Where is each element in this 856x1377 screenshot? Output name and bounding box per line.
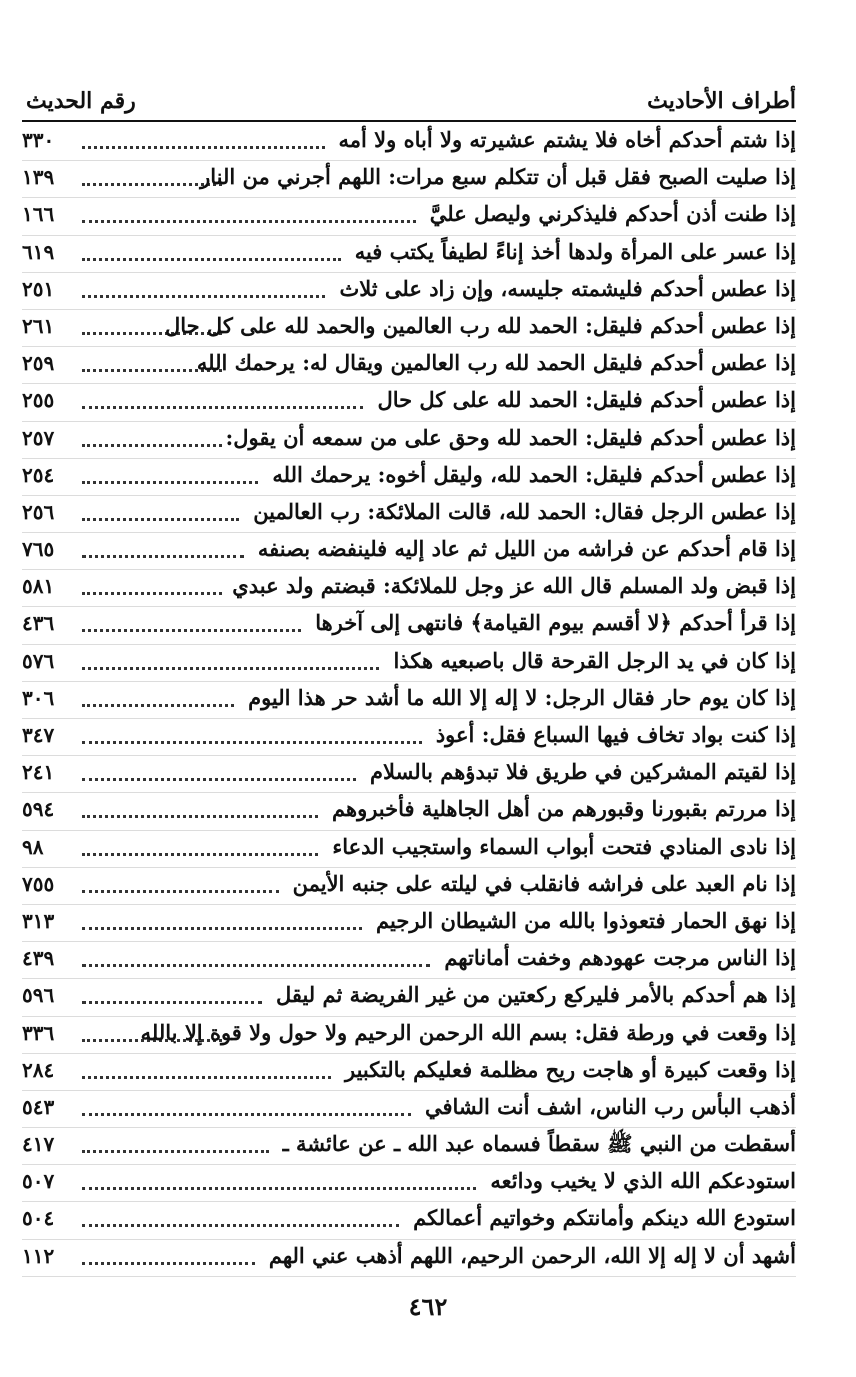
hadith-text: إذا عطس أحدكم فليشمته جليسه، وإن زاد على ثلاث bbox=[339, 275, 796, 301]
list-item bbox=[22, 198, 796, 235]
hadith-text: إذا عسر على المرأة ولدها أخذ إناءً لطيفاً يكتب فيه bbox=[354, 238, 796, 264]
list-item bbox=[22, 310, 796, 347]
hadith-number: ١١٢ bbox=[22, 1243, 55, 1268]
list-item bbox=[22, 347, 796, 384]
hadith-text: إذا نهق الحمار فتعوذوا بالله من الشيطان الرجيم bbox=[376, 907, 796, 933]
hadith-text: إذا صليت الصبح فقل قبل أن تتكلم سبع مرات: اللهم أجرني من النار bbox=[200, 164, 796, 190]
dot-leader bbox=[82, 1066, 331, 1079]
hadith-number: ٣٣٠ bbox=[22, 128, 55, 152]
page-header bbox=[22, 80, 796, 122]
dot-leader bbox=[82, 694, 234, 707]
hadith-number: ٤٣٦ bbox=[22, 611, 55, 636]
hadith-number: ٢٦١ bbox=[22, 313, 55, 338]
hadith-text: استودعكم الله الذي لا يخيب ودائعه bbox=[490, 1168, 796, 1194]
hadith-text: إذا قبض ولد المسلم قال الله عز وجل للملائكة: قبضتم ولد عبدي bbox=[232, 573, 796, 599]
list-item bbox=[22, 793, 796, 830]
list-item bbox=[22, 273, 796, 310]
dot-leader bbox=[82, 545, 244, 558]
dot-leader bbox=[82, 1103, 411, 1116]
hadith-number: ٣١٣ bbox=[22, 908, 55, 933]
list-item bbox=[22, 979, 796, 1016]
list-item bbox=[22, 1091, 796, 1128]
list-item bbox=[22, 1017, 796, 1054]
dot-leader bbox=[82, 843, 318, 856]
hadith-number: ٢٥٥ bbox=[22, 388, 55, 413]
list-item bbox=[22, 645, 796, 682]
hadith-text: إذا عطس الرجل فقال: الحمد لله، قالت الملائكة: رب العالمين bbox=[253, 498, 796, 524]
hadith-number: ٣٣٦ bbox=[22, 1020, 55, 1045]
hadith-text: إذا عطس أحدكم فليقل: الحمد لله رب العالمين والحمد لله على كل حال bbox=[164, 312, 796, 338]
hadith-number: ٥٨١ bbox=[22, 574, 55, 599]
hadith-number: ٣٠٦ bbox=[22, 685, 55, 710]
hadith-text: إذا عطس أحدكم فليقل: الحمد لله، وليقل أخوه: يرحمك الله bbox=[272, 461, 796, 487]
list-item bbox=[22, 496, 796, 533]
dot-leader bbox=[82, 434, 222, 447]
hadith-text: إذا هم أحدكم بالأمر فليركع ركعتين من غير الفريضة ثم ليقل bbox=[275, 982, 796, 1008]
hadith-number: ٥٠٧ bbox=[22, 1169, 55, 1194]
list-item bbox=[22, 570, 796, 607]
page-number: ٤٦٢ bbox=[408, 1292, 448, 1321]
hadith-number: ١٦٦ bbox=[22, 202, 55, 227]
hadith-number: ٢٥٩ bbox=[22, 351, 55, 376]
hadith-text: إذا نام العبد على فراشه فانقلب في ليلته على جنبه الأيمن bbox=[292, 870, 796, 896]
hadith-text: أسقطت من النبي ﷺ سقطاً فسماه عبد الله ـ عن عائشة ـ bbox=[282, 1131, 796, 1157]
dot-leader bbox=[82, 1214, 399, 1227]
hadith-text: إذا الناس مرجت عهودهم وخفت أماناتهم bbox=[444, 945, 796, 971]
hadith-number: ١٣٩ bbox=[22, 165, 55, 190]
hadith-text: إذا عطس أحدكم فليقل: الحمد لله وحق على من سمعه أن يقول: bbox=[225, 424, 796, 450]
list-item bbox=[22, 161, 796, 198]
dot-leader bbox=[82, 471, 258, 484]
list-item bbox=[22, 719, 796, 756]
hadith-number: ٩٨ bbox=[22, 834, 44, 859]
hadith-number: ٤١٧ bbox=[22, 1132, 55, 1157]
dot-leader bbox=[82, 1140, 269, 1153]
hadith-number: ٥٤٣ bbox=[22, 1094, 55, 1119]
dot-leader bbox=[82, 582, 222, 595]
hadith-text: استودع الله دينكم وأمانتكم وخواتيم أعمالكم bbox=[413, 1205, 796, 1231]
list-item bbox=[22, 1165, 796, 1202]
hadith-number: ٢٥٦ bbox=[22, 499, 55, 524]
dot-leader bbox=[82, 619, 301, 632]
dot-leader bbox=[82, 991, 262, 1004]
hadith-text: إذا كنت بواد تخاف فيها السباع فقل: أعوذ bbox=[435, 722, 796, 747]
hadith-number: ٢٨٤ bbox=[22, 1057, 55, 1082]
hadith-text: أذهب البأس رب الناس، اشف أنت الشافي bbox=[424, 1093, 796, 1119]
list-item bbox=[22, 1202, 796, 1239]
hadith-text: إذا كان في يد الرجل القرحة قال باصبعيه هكذا bbox=[393, 647, 796, 673]
dot-leader bbox=[82, 657, 379, 670]
hadith-text: إذا وقعت كبيرة أو هاجت ريح مظلمة فعليكم بالتكبير bbox=[345, 1056, 796, 1082]
hadith-text: إذا نادى المنادي فتحت أبواب السماء واستجيب الدعاء bbox=[332, 833, 796, 859]
dot-leader bbox=[82, 285, 325, 298]
list-item bbox=[22, 831, 796, 868]
list-item bbox=[22, 1054, 796, 1091]
list-item bbox=[22, 607, 796, 644]
hadith-text: إذا عطس أحدكم فليقل الحمد لله رب العالمين ويقال له: يرحمك الله bbox=[196, 350, 796, 376]
hadith-number: ٧٥٥ bbox=[22, 871, 55, 896]
hadith-number: ٥٩٤ bbox=[22, 797, 55, 822]
hadith-text: إذا قام أحدكم عن فراشه من الليل ثم عاد إليه فلينفضه بصنفه bbox=[257, 536, 796, 562]
dot-leader bbox=[82, 396, 363, 409]
list-item bbox=[22, 422, 796, 459]
hadith-number: ٥٩٦ bbox=[22, 983, 55, 1008]
list-item bbox=[22, 905, 796, 942]
page-title: أطراف الأحاديث bbox=[647, 88, 796, 114]
dot-leader bbox=[82, 880, 279, 893]
list-item bbox=[22, 236, 796, 273]
hadith-index-list bbox=[22, 124, 796, 1277]
hadith-number: ٢٤١ bbox=[22, 760, 55, 785]
dot-leader bbox=[82, 768, 356, 781]
list-item bbox=[22, 682, 796, 719]
hadith-number: ٤٣٩ bbox=[22, 946, 55, 971]
dot-leader bbox=[82, 1177, 476, 1190]
column-label: رقم الحديث bbox=[26, 88, 136, 114]
hadith-text: إذا طنت أذن أحدكم فليذكرني وليصل عليَّ bbox=[429, 201, 796, 227]
hadith-number: ٢٥٤ bbox=[22, 462, 55, 487]
dot-leader bbox=[82, 248, 341, 261]
list-item bbox=[22, 384, 796, 421]
hadith-text: إذا شتم أحدكم أخاه فلا يشتم عشيرته ولا أباه ولا أمه bbox=[338, 127, 796, 152]
dot-leader bbox=[82, 805, 318, 818]
list-item bbox=[22, 1240, 796, 1277]
list-item bbox=[22, 756, 796, 793]
hadith-number: ٥٧٦ bbox=[22, 648, 55, 673]
hadith-number: ٣٤٧ bbox=[22, 723, 55, 747]
dot-leader bbox=[82, 136, 325, 149]
list-item bbox=[22, 1128, 796, 1165]
hadith-number: ٧٦٥ bbox=[22, 537, 55, 562]
hadith-text: إذا لقيتم المشركين في طريق فلا تبدؤهم بالسلام bbox=[370, 759, 796, 785]
hadith-text: إذا عطس أحدكم فليقل: الحمد لله على كل حال bbox=[377, 387, 796, 413]
hadith-text: إذا مررتم بقبورنا وقبورهم من أهل الجاهلية فأخبروهم bbox=[332, 796, 796, 822]
dot-leader bbox=[82, 731, 422, 744]
hadith-text: أشهد أن لا إله إلا الله، الرحمن الرحيم، اللهم أذهب عني الهم bbox=[268, 1242, 796, 1268]
dot-leader bbox=[82, 917, 362, 930]
list-item bbox=[22, 868, 796, 905]
list-item bbox=[22, 459, 796, 496]
hadith-text: إذا وقعت في ورطة فقل: بسم الله الرحمن الرحيم ولا حول ولا قوة إلا بالله bbox=[140, 1019, 796, 1045]
hadith-number: ٦١٩ bbox=[22, 239, 55, 264]
list-item bbox=[22, 533, 796, 570]
hadith-text: إذا كان يوم حار فقال الرجل: لا إله إلا الله ما أشد حر هذا اليوم bbox=[248, 684, 796, 710]
dot-leader bbox=[82, 508, 239, 521]
dot-leader bbox=[82, 210, 416, 223]
list-item bbox=[22, 942, 796, 979]
dot-leader bbox=[82, 1252, 255, 1265]
hadith-number: ٢٥١ bbox=[22, 276, 55, 301]
dot-leader bbox=[82, 954, 430, 967]
list-item bbox=[22, 124, 796, 161]
hadith-number: ٥٠٤ bbox=[22, 1206, 55, 1231]
hadith-number: ٢٥٧ bbox=[22, 425, 55, 450]
hadith-text: إذا قرأ أحدكم ﴿لا أقسم بيوم القيامة﴾ فانتهى إلى آخرها bbox=[315, 610, 796, 636]
